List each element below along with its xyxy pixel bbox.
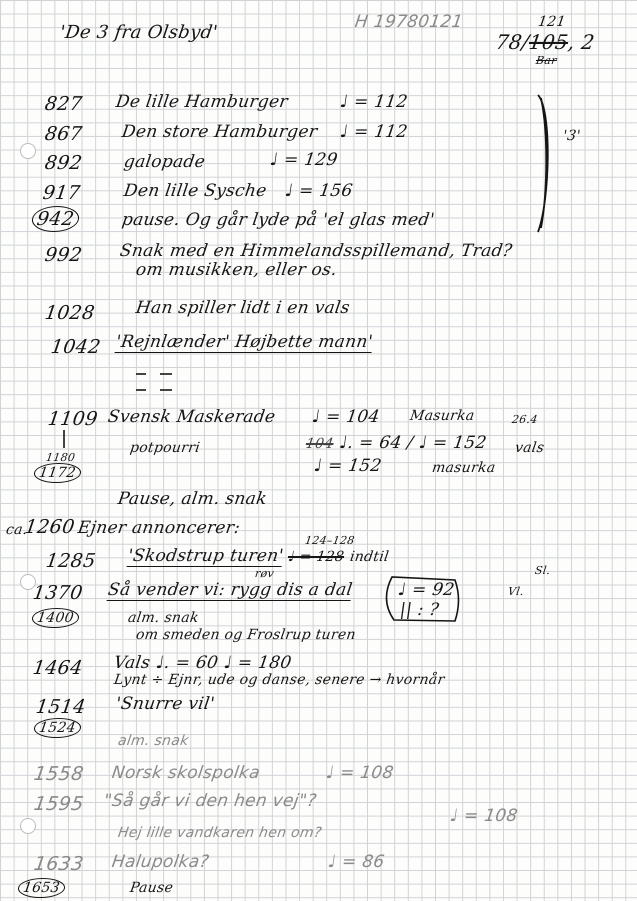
circled-time-code: 1172 (33, 463, 83, 483)
circled-time-code: 1653 (17, 878, 67, 898)
time-code: 1260 (23, 516, 77, 538)
tempo-mark: ♩ = 156 (283, 181, 355, 201)
tempo-mark: ♩ = 108 (324, 763, 396, 783)
time-code: 1514 (34, 696, 88, 718)
tempo-mark: ♩ = 108 (448, 806, 520, 826)
time-code: 892 (43, 152, 84, 174)
dance-type: vals (513, 440, 546, 456)
approx-prefix: ca. (4, 522, 29, 538)
time-code: 917 (41, 182, 82, 204)
page-ref-struck: 105 (527, 30, 570, 54)
document-title: 'De 3 fra Olsbyd' (58, 22, 220, 43)
instrument-mark: Vl. (507, 585, 525, 598)
note-text: potpourri (128, 440, 202, 456)
note-text: om musikken, eller os. (134, 260, 339, 280)
time-code: 1370 (31, 582, 85, 604)
time-code: 1180 (45, 451, 77, 464)
note-text: om smeden og Froslrup turen (134, 627, 357, 643)
page-ref-main: 78/ (494, 30, 531, 54)
note-text: pause. Og går lyde på 'el glas med' (120, 210, 436, 230)
bracket-mark (538, 95, 548, 232)
time-code: 827 (43, 93, 84, 115)
tempo-range: 124–128 (304, 534, 356, 547)
note-text: alm. snak (116, 733, 190, 749)
tune-title: 'Skodstrup turen' (126, 546, 285, 566)
tune-title: 'Snurre vil' (114, 694, 217, 714)
tune-title: De lille Hamburger (114, 92, 290, 112)
page-ref-suffix: , 2 (566, 30, 597, 54)
archive-id: H 19780121 (353, 12, 465, 32)
tempo-mark: ♩ = 112 (338, 92, 410, 112)
tempo-value: ♩. = 64 / ♩ = 152 (337, 433, 489, 453)
time-code: 1109 (46, 408, 100, 430)
page-ref (494, 30, 596, 54)
count: 26.4 (511, 413, 539, 426)
page-ref-top: 121 (536, 14, 567, 30)
tempo-mark: ♩ = 129 (268, 150, 340, 170)
repeat-mark: || : ? (398, 600, 441, 620)
time-code: 1285 (44, 550, 98, 572)
note-text: Snak med en Himmelandsspillemand, Trad? (118, 241, 514, 261)
time-code: 867 (43, 123, 84, 145)
tempo-mark (305, 433, 488, 453)
note-text: alm. snak (126, 610, 200, 626)
dance-type: masurka (430, 460, 497, 476)
tempo-struck: 104 (304, 436, 335, 452)
time-code: 1633 (32, 853, 86, 875)
note-text: Pause (128, 880, 175, 896)
circled-time-code: 942 (30, 206, 81, 232)
insert-text: røv (254, 567, 275, 580)
note-text: Hej lille vandkaren hen om? (116, 825, 323, 841)
tune-title: Den lille Sysche (122, 181, 268, 201)
tempo-mark: ♩ = 128 (286, 549, 346, 565)
time-code: 1028 (43, 302, 97, 324)
tempo-mark: ♩ = 104 (310, 407, 382, 427)
note-text: Ejner annoncerer: (76, 518, 242, 538)
note-text: Lynt ÷ Ejnr, ude og danse, senere → hvornår (112, 672, 446, 688)
dance-type: Masurka (408, 408, 476, 424)
time-code: 1595 (32, 793, 86, 815)
tune-title: "Så går vi den hen vej"? (102, 791, 318, 811)
instrument-mark: Sl. (534, 564, 552, 577)
tune-title: Norsk skolspolka (110, 763, 262, 783)
circled-time-code: 1524 (33, 718, 83, 738)
time-code: 1042 (49, 336, 103, 358)
bracket-label: '3' (561, 128, 582, 144)
note-text: Pause, alm. snak (116, 489, 269, 509)
note-text: Han spiller lidt i en vals (134, 298, 352, 318)
page-ref-below: Bar (535, 54, 558, 67)
circled-time-code: 1400 (31, 608, 81, 628)
tempo-mark: ♩ = 112 (338, 122, 410, 142)
note-text: indtil (348, 549, 390, 565)
time-code: 1464 (31, 657, 85, 679)
tune-title: Svensk Maskerade (106, 407, 277, 427)
tune-title: Den store Hamburger (120, 122, 319, 142)
tune-title: Halupolka? (110, 852, 211, 872)
tune-title: galopade (122, 152, 207, 172)
time-code: 1558 (32, 763, 86, 785)
tune-title: Så vender vi: rygg dis a dal (106, 580, 354, 600)
tune-title: 'Rejnlænder' Højbette mann' (114, 332, 375, 352)
tempo-mark: ♩ = 152 (312, 456, 384, 476)
time-code: 992 (43, 244, 84, 266)
tempo-mark: ♩ = 92 (396, 580, 456, 600)
tune-title: Vals ♩. = 60 ♩ = 180 (112, 653, 293, 673)
tempo-mark: ♩ = 86 (326, 852, 386, 872)
